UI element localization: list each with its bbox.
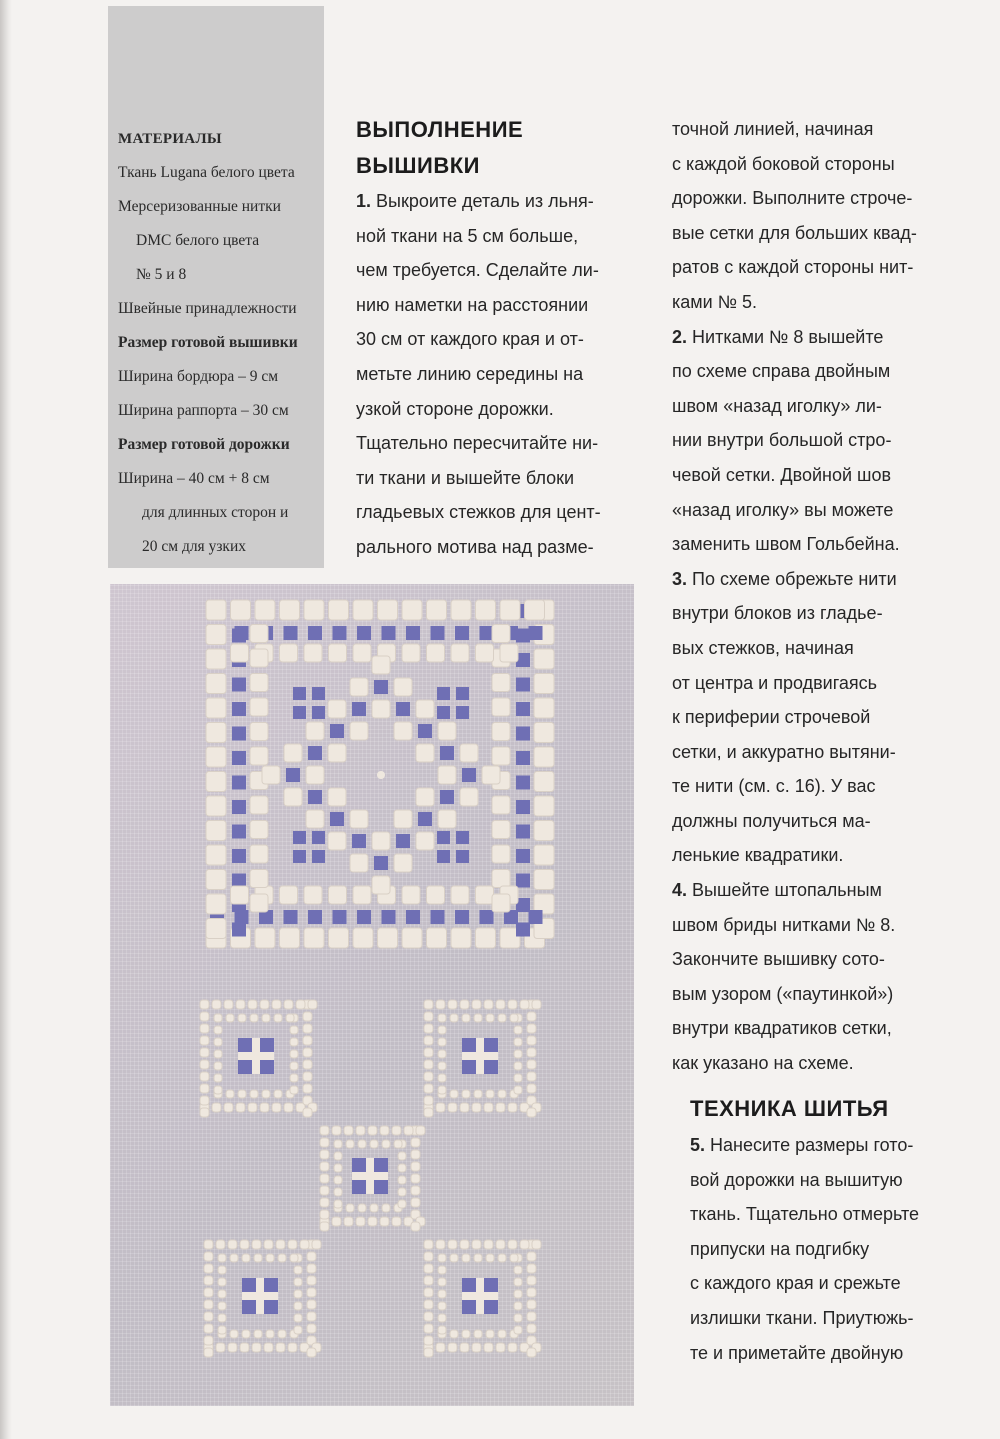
step-3-line: к периферии строчевой (672, 707, 871, 728)
runner-size-item: для длинных сторон и (142, 504, 289, 521)
step-1-line: метьте линию середины на (356, 363, 584, 384)
step-number: 1. (356, 191, 372, 211)
step-2-line: чевой сетки. Двойной шов (672, 464, 892, 485)
embroidery-heading-line2: ВЫШИВКИ (356, 153, 480, 178)
materials-heading: МАТЕРИАЛЫ (118, 131, 222, 147)
step-2-line: швом «назад иголку» ли- (672, 395, 882, 416)
embroidery-photo (110, 584, 634, 1406)
step-5-line: те и приметайте двойную (690, 1342, 904, 1363)
step-3-line (672, 562, 972, 597)
instructions-continued (672, 112, 972, 1081)
step-5-line (690, 1128, 980, 1163)
step-number: 4. (672, 880, 688, 901)
runner-size-heading: Размер готовой дорожки (118, 436, 290, 453)
materials-item: Мерсеризованные нитки (118, 198, 281, 215)
step-1-line (356, 184, 656, 219)
step-text: Вышейте штопальным (687, 880, 882, 901)
embroidery-section (356, 112, 656, 565)
cont-line: вые сетки для больших квад- (672, 222, 917, 243)
step-4-line: вым узором («паутинкой») (672, 983, 894, 1004)
step-5-line: припуски на подгибку (690, 1238, 870, 1259)
embroidery-size-item: Ширина раппорта – 30 см (118, 402, 289, 419)
materials-box (108, 6, 324, 568)
step-number: 3. (672, 568, 688, 589)
step-number: 5. (690, 1135, 706, 1155)
step-1-line: рального мотива над разме- (356, 536, 594, 557)
step-3-line: сетки, и аккуратно вытяни- (672, 741, 896, 762)
step-number: 2. (672, 326, 688, 347)
step-2-line: по схеме справа двойным (672, 361, 891, 382)
step-text: Выкроите деталь из льня- (371, 191, 594, 211)
step-3-line: ленькие квадратики. (672, 845, 844, 866)
step-text: По схеме обрежьте нити (687, 568, 897, 589)
step-1-line: чем требуется. Сделайте ли- (356, 260, 599, 281)
step-3-line: те нити (см. с. 16). У вас (672, 776, 876, 797)
step-5-line: с каждого края и срежьте (690, 1273, 901, 1294)
cont-line: с каждой боковой стороны (672, 153, 895, 174)
step-2-line (672, 320, 972, 355)
embroidery-size-item: Ширина бордюра – 9 см (118, 368, 279, 385)
step-5-line: ткань. Тщательно отмерьте (690, 1204, 920, 1225)
cont-line: ками № 5. (672, 291, 758, 312)
step-3-line: от центра и продвигаясь (672, 672, 878, 693)
step-1-line: нию наметки на расстоянии (356, 294, 589, 315)
step-2-line: заменить швом Гольбейна. (672, 534, 900, 555)
step-2-line: «назад иголку» вы можете (672, 499, 894, 520)
page-edge-shadow (0, 0, 12, 1439)
step-5-line: вой дорожки на вышитую (690, 1169, 903, 1190)
step-1-line: гладьевых стежков для цент- (356, 502, 601, 523)
step-1-line: ти ткани и вышейте блоки (356, 467, 575, 488)
step-5-line: излишки ткани. Приутюжь- (690, 1307, 914, 1328)
step-3-line: вых стежков, начиная (672, 637, 854, 658)
step-1-line: 30 см от каждого края и от- (356, 329, 584, 350)
materials-item: Швейные принадлежности (118, 300, 297, 317)
embroidery-heading-line1: ВЫПОЛНЕНИЕ (356, 117, 524, 142)
step-1-line: узкой стороне дорожки. (356, 398, 554, 419)
step-1-line: ной ткани на 5 см больше, (356, 225, 579, 246)
hardanger-embroidery-image (110, 584, 634, 1406)
step-text: Нитками № 8 вышейте (687, 326, 884, 347)
step-1-line: Тщательно пересчитайте ни- (356, 433, 599, 454)
step-2-line: нии внутри большой стро- (672, 430, 892, 451)
materials-item: № 5 и 8 (136, 266, 187, 283)
cont-line: точной линией, начиная (672, 119, 874, 139)
step-3-line: внутри блоков из гладье- (672, 603, 883, 624)
embroidery-size-heading: Размер готовой вышивки (118, 334, 298, 351)
step-4-line: швом бриды нитками № 8. (672, 914, 896, 935)
sewing-section (690, 1090, 980, 1370)
sewing-heading: ТЕХНИКА ШИТЬЯ (690, 1096, 889, 1121)
materials-item: DMC белого цвета (136, 232, 260, 249)
step-4-line: Закончите вышивку сото- (672, 949, 885, 970)
cont-line: ратов с каждой стороны нит- (672, 257, 914, 278)
step-4-line (672, 873, 972, 908)
step-4-line: как указано на схеме. (672, 1053, 854, 1074)
step-text: Нанесите размеры гото- (705, 1135, 914, 1155)
runner-size-item: Ширина – 40 см + 8 см (118, 470, 270, 487)
step-3-line: должны получиться ма- (672, 810, 871, 831)
cont-line: дорожки. Выполните строче- (672, 188, 913, 209)
materials-item: Ткань Lugana белого цвета (118, 164, 295, 181)
step-4-line: внутри квадратиков сетки, (672, 1018, 892, 1039)
runner-size-item: 20 см для узких (142, 538, 247, 555)
